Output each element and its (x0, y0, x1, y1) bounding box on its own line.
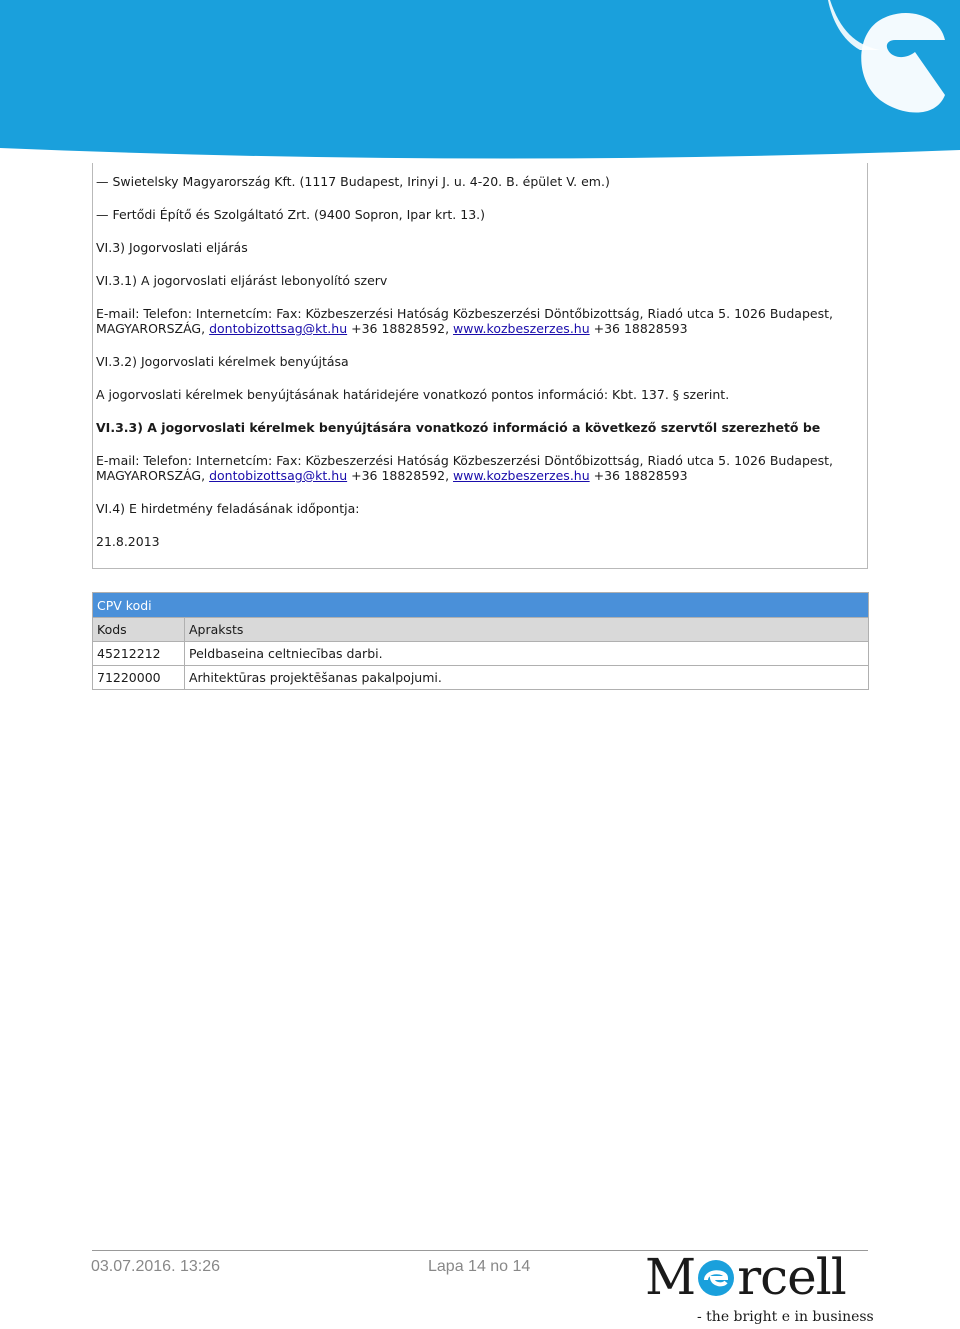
contact1-email-link[interactable]: dontobizottsag@kt.hu (209, 321, 348, 336)
cpv-description: Arhitektūras projektēšanas pakalpojumi. (185, 666, 869, 690)
bullet-fertodi: — Fertődi Építő és Szolgáltató Zrt. (9400 Sopron, Ipar krt. 13.) (96, 207, 485, 222)
contact1-line1: E-mail: Telefon: Internetcím: Fax: Közbeszerzési Hatóság Közbeszerzési Döntőbizottság, Riadó utca 5. 1026 Budapest, (96, 306, 833, 321)
table-row (93, 642, 869, 666)
brand-tagline: - the bright e in business (697, 1309, 874, 1325)
contact2-line1: E-mail: Telefon: Internetcím: Fax: Közbeszerzési Hatóság Közbeszerzési Döntőbizottság, Riadó utca 5. 1026 Budapest, (96, 453, 833, 468)
cpv-header-code: Kods (93, 618, 185, 642)
section-vi31-heading: VI.3.1) A jogorvoslati eljárást lebonyolító szerv (96, 273, 388, 288)
contact2-line2 (96, 468, 688, 484)
contact1-line2 (96, 321, 688, 337)
brand-rest: rcell (737, 1248, 846, 1306)
cpv-title-row (93, 593, 869, 618)
deadline-info: A jogorvoslati kérelmek benyújtásának határidejére vonatkozó pontos információ: Kbt. 137. § szerint. (96, 387, 730, 402)
contact1-country: MAGYARORSZÁG, (96, 321, 210, 336)
contact2-phone1: +36 18828592, (347, 468, 454, 483)
contact2-email-link[interactable]: dontobizottsag@kt.hu (209, 468, 348, 483)
cpv-code: 71220000 (93, 666, 185, 690)
table-row (93, 666, 869, 690)
contact1-web-link[interactable]: www.kozbeszerzes.hu (453, 321, 590, 336)
cpv-code: 45212212 (93, 642, 185, 666)
footer-timestamp: 03.07.2016. 13:26 (91, 1258, 221, 1275)
brand-wordmark (645, 1248, 846, 1306)
section-vi3-heading: VI.3) Jogorvoslati eljárás (96, 240, 248, 255)
e-logo-icon (0, 0, 960, 160)
section-vi33-heading: VI.3.3) A jogorvoslati kérelmek benyújtására vonatkozó információ a következő szervtől szerezhető be (96, 420, 821, 435)
bullet-swietelsky: — Swietelsky Magyarország Kft. (1117 Budapest, Irinyi J. u. 4-20. B. épület V. em.) (96, 174, 610, 189)
section-vi32-heading: VI.3.2) Jogorvoslati kérelmek benyújtása (96, 354, 349, 369)
contact1-phone2: +36 18828593 (589, 321, 688, 336)
cpv-header-description: Apraksts (185, 618, 869, 642)
cpv-header-row (93, 618, 869, 642)
contact2-web-link[interactable]: www.kozbeszerzes.hu (453, 468, 590, 483)
brand-m: M (645, 1248, 696, 1306)
header-band (0, 0, 960, 160)
section-vi4-heading: VI.4) E hirdetmény feladásának időpontja: (96, 501, 360, 516)
contact2-phone2: +36 18828593 (589, 468, 688, 483)
cpv-table (92, 592, 869, 690)
contact2-country: MAGYARORSZÁG, (96, 468, 210, 483)
footer-page-number: Lapa 14 no 14 (428, 1258, 531, 1275)
cpv-title: CPV kodi (93, 593, 869, 618)
cpv-description: Peldbaseina celtniecības darbi. (185, 642, 869, 666)
marcell-logo (645, 1248, 875, 1326)
contact1-phone1: +36 18828592, (347, 321, 454, 336)
publication-date: 21.8.2013 (96, 534, 160, 549)
e-brand-icon (696, 1258, 736, 1298)
